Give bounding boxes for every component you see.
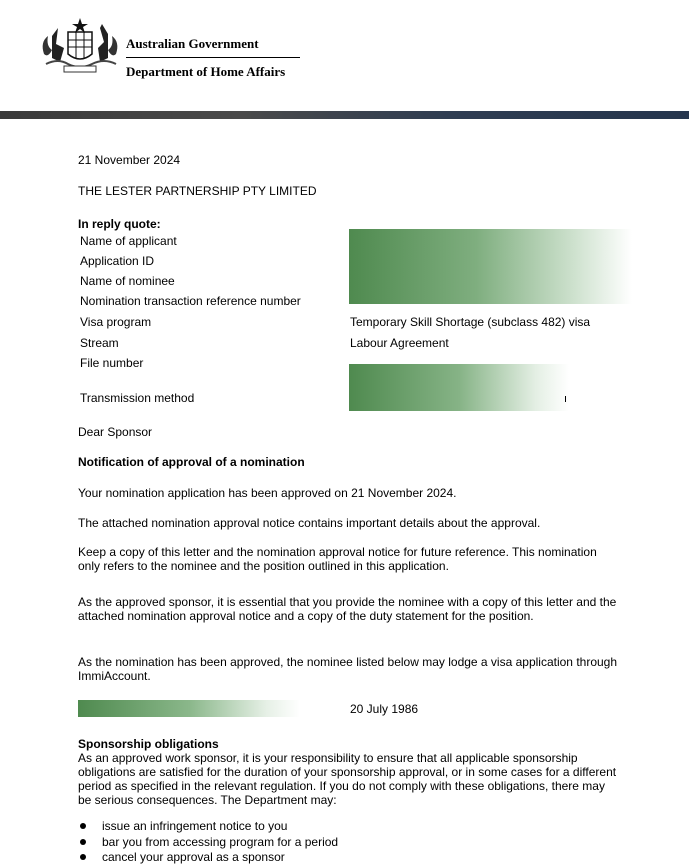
obligations-text: As an approved work sponsor, it is your responsibility to ensure that all applicable sponsorship obligations are satisfied for the duration of your sponsorship approval, or in some cases for a different period as specified in the relevant regulation. If you do not comply with these obligations, there may be serious consequences. The Department may: xyxy=(78,751,617,807)
redacted-block xyxy=(349,364,569,411)
government-name: Australian Government xyxy=(126,36,300,58)
paragraph: The attached nomination approval notice contains important details about the approval. xyxy=(78,516,541,530)
paragraph: Your nomination application has been approved on 21 November 2024. xyxy=(78,486,457,500)
field-value-stream: Labour Agreement xyxy=(350,336,449,350)
field-label-stream: Stream xyxy=(80,336,119,350)
reply-title: In reply quote: xyxy=(78,217,161,231)
addressee: THE LESTER PARTNERSHIP PTY LIMITED xyxy=(78,184,317,198)
nominee-date-of-birth: 20 July 1986 xyxy=(350,702,419,716)
department-name: Department of Home Affairs xyxy=(126,64,286,79)
agency-name xyxy=(126,36,300,80)
subject-heading: Notification of approval of a nomination xyxy=(78,455,305,469)
header-band xyxy=(0,111,689,119)
paragraph: As the approved sponsor, it is essential that you provide the nominee with a copy of this letter and the attached nomination approval notice and a copy of the duty statement for the position. xyxy=(78,595,617,623)
coat-of-arms-icon xyxy=(38,14,122,76)
obligations-list xyxy=(78,819,618,866)
salutation: Dear Sponsor xyxy=(78,425,153,439)
redacted-block xyxy=(78,700,300,717)
list-item: issue an infringement notice to you xyxy=(78,819,618,835)
field-label-reference-number: Nomination transaction reference number xyxy=(80,294,301,308)
field-label-nominee: Name of nominee xyxy=(80,274,175,288)
field-label-visa-program: Visa program xyxy=(80,315,152,329)
field-label-application-id: Application ID xyxy=(80,254,155,268)
obligations-heading: Sponsorship obligations xyxy=(78,737,219,751)
letterhead xyxy=(0,0,689,111)
letter-date: 21 November 2024 xyxy=(78,153,181,167)
field-label-file-number: File number xyxy=(80,356,144,370)
paragraph: Keep a copy of this letter and the nomination approval notice for future reference. This nomination only refers to the nominee and the position outlined in this application. xyxy=(78,545,597,573)
paragraph: As the nomination has been approved, the nominee listed below may lodge a visa application through ImmiAccount. xyxy=(78,655,618,683)
field-value-visa-program: Temporary Skill Shortage (subclass 482) visa xyxy=(350,315,591,329)
redacted-block xyxy=(349,229,632,304)
list-item: bar you from accessing program for a period xyxy=(78,835,618,851)
stray-mark xyxy=(565,396,566,402)
field-label-transmission-method: Transmission method xyxy=(80,391,195,405)
field-label-applicant: Name of applicant xyxy=(80,234,177,248)
list-item: cancel your approval as a sponsor xyxy=(78,850,618,866)
